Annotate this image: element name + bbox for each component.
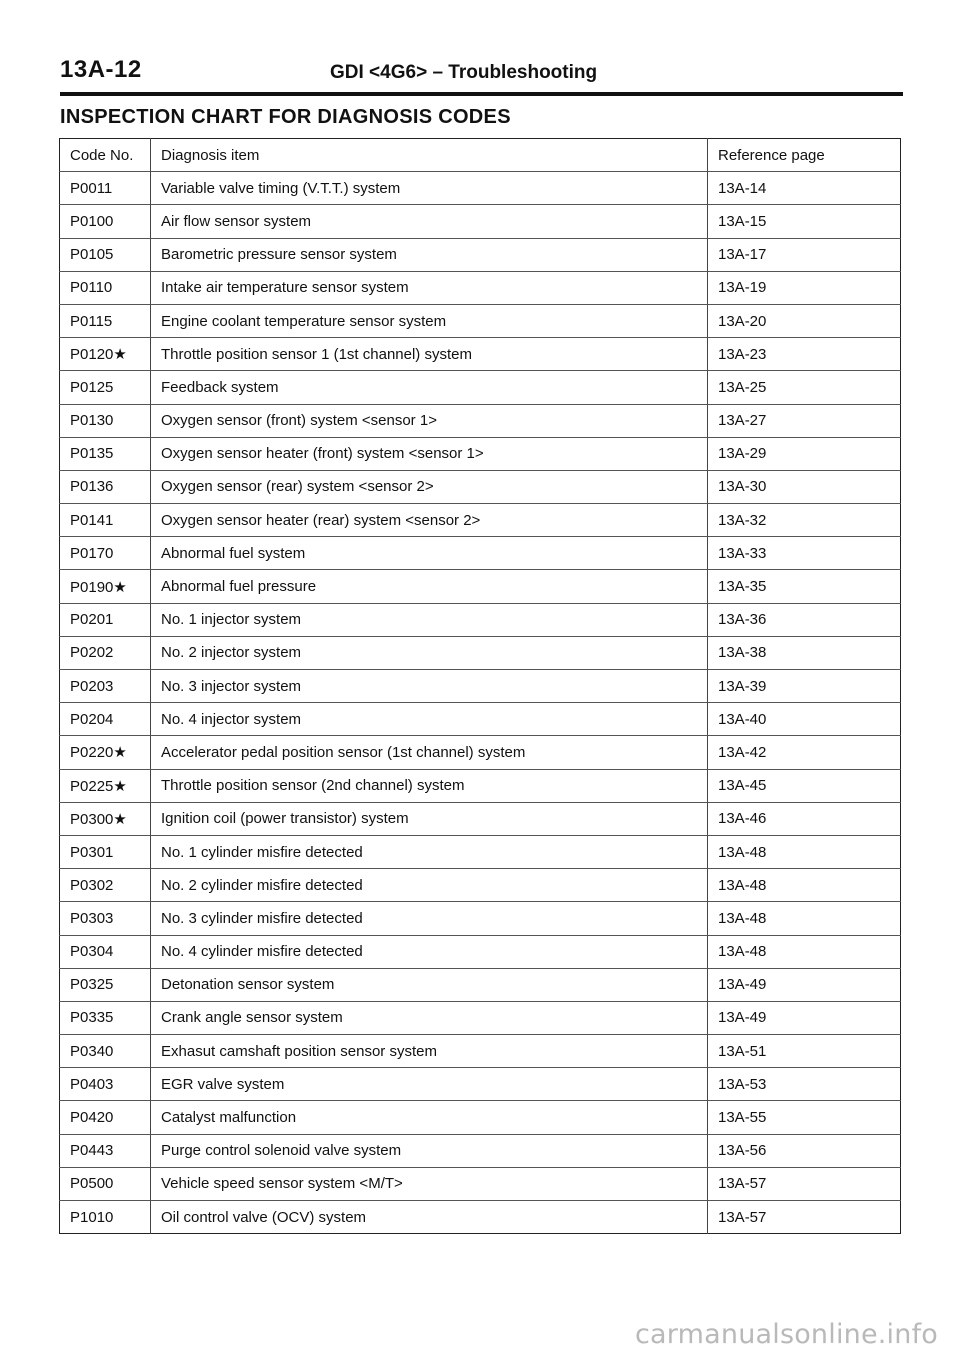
diagnosis-item-cell: No. 4 cylinder misfire detected <box>151 935 708 968</box>
reference-page-cell: 13A-48 <box>708 935 901 968</box>
diagnosis-item-cell: Abnormal fuel pressure <box>151 570 708 603</box>
table-row <box>60 238 901 271</box>
column-header-reference: Reference page <box>708 139 901 172</box>
reference-page-cell: 13A-33 <box>708 537 901 570</box>
table-row <box>60 271 901 304</box>
diagnosis-item-cell: Engine coolant temperature sensor system <box>151 304 708 337</box>
code-cell: P0301 <box>60 835 151 868</box>
page-header <box>60 52 903 96</box>
reference-page-cell: 13A-48 <box>708 835 901 868</box>
reference-page-cell: 13A-57 <box>718 1208 767 1226</box>
reference-page-cell: 13A-30 <box>708 470 901 503</box>
reference-page-cell: 13A-36 <box>708 603 901 636</box>
code-cell: P0202 <box>60 636 151 669</box>
diagnosis-item-cell: Purge control solenoid valve system <box>151 1134 708 1167</box>
table-row <box>60 769 901 802</box>
table-row <box>60 1068 901 1101</box>
table-row <box>60 1134 901 1167</box>
code-cell: P0325 <box>60 968 151 1001</box>
diagnosis-item-cell: Throttle position sensor 1 (1st channel) system <box>151 338 708 371</box>
diagnosis-item-cell: Oxygen sensor heater (rear) system <sensor 2> <box>151 504 708 537</box>
code-cell: P0136 <box>60 470 151 503</box>
code-cell: P0304 <box>60 935 151 968</box>
code-cell: P1010 <box>60 1201 151 1234</box>
diagnosis-item-cell: Vehicle speed sensor system <M/T> <box>151 1167 708 1200</box>
reference-page-cell: 13A-20 <box>708 304 901 337</box>
table-row <box>60 968 901 1001</box>
code-cell: P0190★ <box>60 570 151 603</box>
code-cell: P0130 <box>60 404 151 437</box>
table-row <box>60 636 901 669</box>
code-cell: P0225★ <box>60 769 151 802</box>
reference-page-cell: 13A-40 <box>708 703 901 736</box>
code-cell: P0011 <box>60 172 151 205</box>
table-row <box>60 935 901 968</box>
code-cell: P0203 <box>60 670 151 703</box>
reference-page-cell: 13A-45 <box>708 769 901 802</box>
reference-page-cell: 13A-23 <box>708 338 901 371</box>
reference-page-cell: 13A-48 <box>708 902 901 935</box>
diagnosis-item-cell: Barometric pressure sensor system <box>151 238 708 271</box>
diagnosis-item-cell: No. 2 cylinder misfire detected <box>151 869 708 902</box>
code-cell: P0170 <box>60 537 151 570</box>
code-cell: P0120★ <box>60 338 151 371</box>
code-cell: P0201 <box>60 603 151 636</box>
table-row <box>60 869 901 902</box>
diagnosis-item-cell: No. 3 injector system <box>151 670 708 703</box>
code-cell: P0115 <box>60 304 151 337</box>
reference-page-cell: 13A-42 <box>708 736 901 769</box>
diagnosis-item-cell: Oxygen sensor (front) system <sensor 1> <box>151 404 708 437</box>
code-cell: P0204 <box>60 703 151 736</box>
table-row <box>60 437 901 470</box>
reference-page-cell: 13A-53 <box>708 1068 901 1101</box>
reference-page-cell: 13A-48 <box>708 869 901 902</box>
table-row <box>60 603 901 636</box>
page-number: 13A-12 <box>60 56 142 83</box>
diagnosis-item-cell: Feedback system <box>151 371 708 404</box>
diagnosis-item-cell: Intake air temperature sensor system <box>151 271 708 304</box>
diagnosis-item-cell: No. 3 cylinder misfire detected <box>151 902 708 935</box>
code-cell: P0403 <box>60 1068 151 1101</box>
reference-page-cell: 13A-57 <box>708 1167 901 1200</box>
table-row <box>60 570 901 603</box>
table-row <box>60 504 901 537</box>
table-row <box>60 736 901 769</box>
code-cell: P0500 <box>60 1167 151 1200</box>
diagnosis-item-cell: Throttle position sensor (2nd channel) system <box>151 769 708 802</box>
table-row <box>60 1167 901 1200</box>
table-row <box>60 537 901 570</box>
diagnosis-code-table <box>59 138 901 1234</box>
diagnosis-item-cell: No. 1 injector system <box>151 603 708 636</box>
diagnosis-item-cell: Accelerator pedal position sensor (1st channel) system <box>151 736 708 769</box>
table-row <box>60 304 901 337</box>
header-title: GDI <4G6> – Troubleshooting <box>330 62 598 83</box>
reference-page-cell: 13A-49 <box>708 968 901 1001</box>
diagnosis-item-cell: Catalyst malfunction <box>151 1101 708 1134</box>
reference-page-cell: 13A-49 <box>708 1001 901 1034</box>
reference-page-cell: 13A-29 <box>708 437 901 470</box>
column-header-item: Diagnosis item <box>151 139 708 172</box>
reference-page-cell: 13A-17 <box>708 238 901 271</box>
table-row <box>60 470 901 503</box>
reference-page-cell: 13A-56 <box>708 1134 901 1167</box>
code-cell: P0420 <box>60 1101 151 1134</box>
diagnosis-item-cell: Crank angle sensor system <box>151 1001 708 1034</box>
reference-page-cell: 13A-38 <box>708 636 901 669</box>
reference-page-cell: 13A-19 <box>708 271 901 304</box>
diagnosis-item-cell: Abnormal fuel system <box>151 537 708 570</box>
reference-page-cell: 13A-27 <box>708 404 901 437</box>
reference-page-cell: 13A-32 <box>708 504 901 537</box>
table-row <box>60 1201 901 1234</box>
table-row <box>60 205 901 238</box>
diagnosis-item-cell: No. 2 injector system <box>151 636 708 669</box>
table-row <box>60 835 901 868</box>
reference-page-cell: 13A-51 <box>708 1035 901 1068</box>
reference-page-cell: 13A-39 <box>708 670 901 703</box>
watermark: carmanualsonline.info <box>635 1319 938 1350</box>
column-header-code: Code No. <box>60 139 151 172</box>
reference-page-cell: 13A-35 <box>708 570 901 603</box>
table-header-row <box>60 139 901 172</box>
diagnosis-item-cell: No. 1 cylinder misfire detected <box>151 835 708 868</box>
diagnosis-item-cell: Exhasut camshaft position sensor system <box>151 1035 708 1068</box>
table-row <box>60 670 901 703</box>
table-row <box>60 404 901 437</box>
reference-page-cell: 13A-46 <box>708 802 901 835</box>
reference-page-cell: 13A-14 <box>708 172 901 205</box>
code-cell: P0135 <box>60 437 151 470</box>
code-cell: P0125 <box>60 371 151 404</box>
code-cell: P0340 <box>60 1035 151 1068</box>
diagnosis-item-cell: Variable valve timing (V.T.T.) system <box>151 172 708 205</box>
diagnosis-item-cell: Oxygen sensor heater (front) system <sensor 1> <box>151 437 708 470</box>
code-cell: P0100 <box>60 205 151 238</box>
diagnosis-item-cell: EGR valve system <box>151 1068 708 1101</box>
code-cell: P0141 <box>60 504 151 537</box>
section-title: INSPECTION CHART FOR DIAGNOSIS CODES <box>60 106 511 128</box>
table-row <box>60 1001 901 1034</box>
code-cell: P0220★ <box>60 736 151 769</box>
reference-page-cell: 13A-25 <box>708 371 901 404</box>
diagnosis-item-cell: No. 4 injector system <box>151 703 708 736</box>
code-cell: P0105 <box>60 238 151 271</box>
table-row <box>60 371 901 404</box>
code-cell: P0302 <box>60 869 151 902</box>
diagnosis-item-cell: Ignition coil (power transistor) system <box>151 802 708 835</box>
code-cell: P0335 <box>60 1001 151 1034</box>
table-row <box>60 902 901 935</box>
diagnosis-item-cell: Detonation sensor system <box>151 968 708 1001</box>
code-cell: P0110 <box>60 271 151 304</box>
code-cell: P0300★ <box>60 802 151 835</box>
code-cell: P0303 <box>60 902 151 935</box>
code-cell: P0443 <box>60 1134 151 1167</box>
diagnosis-item-cell: Oxygen sensor (rear) system <sensor 2> <box>151 470 708 503</box>
table-row <box>60 338 901 371</box>
table-row <box>60 172 901 205</box>
diagnosis-item-cell: Air flow sensor system <box>151 205 708 238</box>
table-row <box>60 703 901 736</box>
table-row <box>60 1035 901 1068</box>
table-row <box>60 802 901 835</box>
diagnosis-item-cell: Oil control valve (OCV) system <box>151 1201 708 1234</box>
table-row <box>60 1101 901 1134</box>
reference-page-cell: 13A-15 <box>708 205 901 238</box>
reference-page-cell: 13A-55 <box>708 1101 901 1134</box>
